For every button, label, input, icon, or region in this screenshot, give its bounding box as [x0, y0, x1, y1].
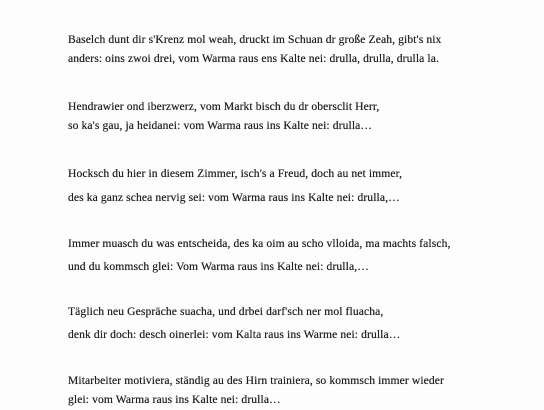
stanza-1-line-1: Baselch dunt dir s'Krenz mol weah, druckt im Schuan dr große Zeah, gibt's nix [68, 33, 442, 46]
stanza-5-line-2: denk dir doch: desch oinerlei: vom Kalta raus ins Warme nei: drulla… [68, 328, 401, 341]
stanza-2-line-1: Hendrawier ond iberzwerz, vom Markt bisch du dr obersclit Herr, [68, 100, 380, 113]
stanza-1-line-2: anders: oins zwoi drei, vom Warma raus ens Kalte nei: drulla, drulla, drulla la. [68, 52, 439, 65]
stanza-6-line-2: glei: vom Warma raus ins Kalte nei: drulla… [68, 393, 281, 406]
stanza-3-line-1: Hocksch du hier in diesem Zimmer, isch's a Freud, doch au net immer, [68, 167, 403, 180]
stanza-3-line-2: des ka ganz schea nervig sei: vom Warma raus ins Kalte nei: drulla,… [68, 191, 400, 204]
cropped-header-remnant [250, 0, 450, 6]
stanza-6-line-1: Mitarbeiter motiviera, ständig au des Hirn trainiera, so kommsch immer wieder [68, 374, 445, 387]
stanza-2-line-2: so ka's gau, ja heidanei: vom Warma raus ins Kalte nei: drulla… [68, 119, 373, 132]
stanza-5-line-1: Täglich neu Gespräche suacha, und drbei darf'sch ner mol fluacha, [68, 305, 384, 318]
stanza-4-line-1: Immer muasch du was entscheida, des ka oim au scho vlloida, ma machts falsch, [68, 237, 451, 250]
stanza-4-line-2: und du kommsch glei: Vom Warma raus ins Kalte nei: drulla,… [68, 260, 369, 273]
